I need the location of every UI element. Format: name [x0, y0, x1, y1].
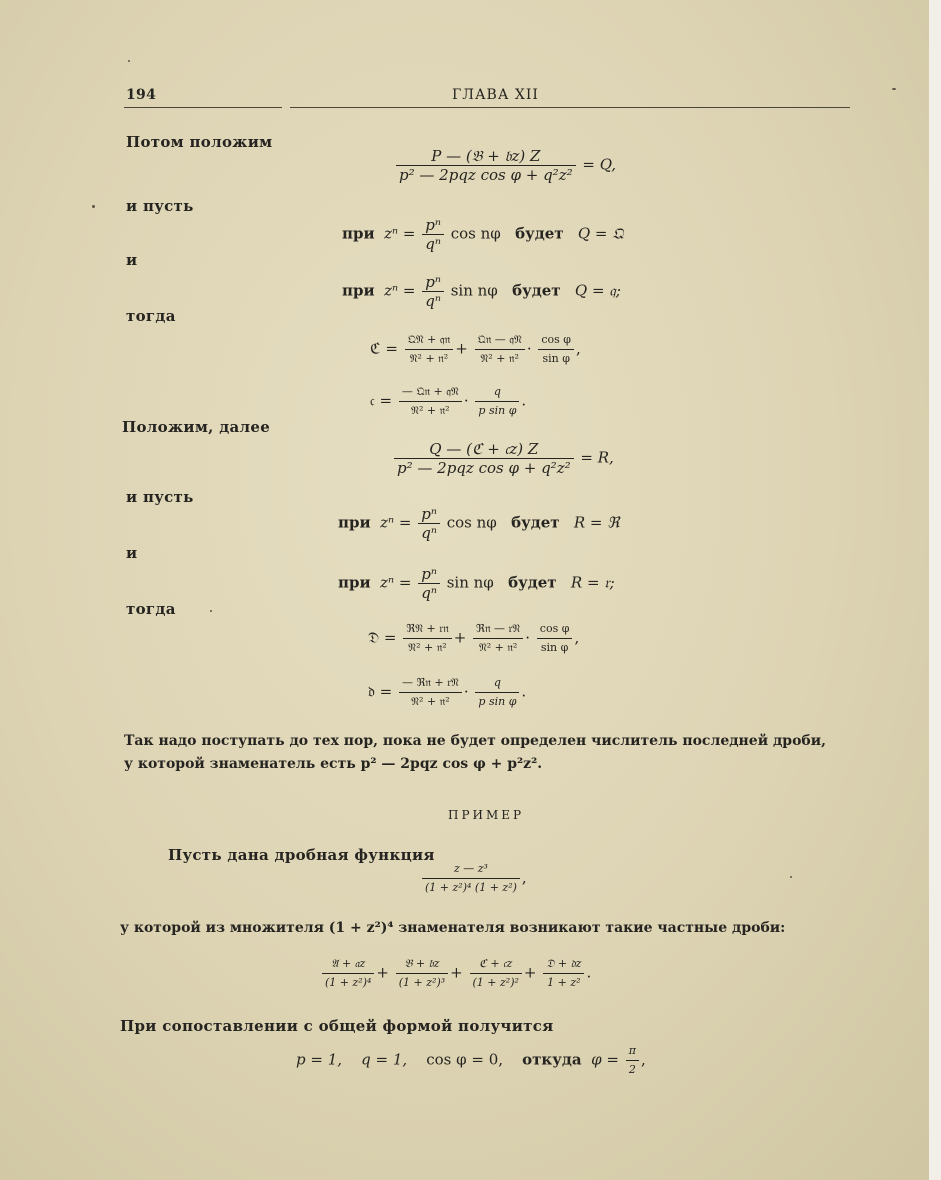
formula-4-lhs: ℭ = — [370, 339, 398, 358]
formula-5-n2: q — [475, 383, 519, 402]
formula-10-lhs: 𝔡 = — [368, 682, 393, 701]
paragraph-line-2: у которой знаменатель есть p² — 2pqz cos φ + p²z². — [124, 756, 543, 772]
header-rule-left — [124, 107, 282, 108]
formula-9: 𝔇 = $\frac{\text{ℜ𝔑 + 𝔯𝔫}}{\text{𝔑² + 𝔫²}}$ + $\frac{\text{ℜ𝔫 — 𝔯𝔑}}{\text{𝔑² + 𝔫²}}$ · $\frac{\text{cos φ}}{\text{sin φ}}$ , — [368, 620, 579, 657]
formula-4-n2: 𝔔𝔫 — 𝔮𝔑 — [475, 331, 525, 350]
formula-9-n1: ℜ𝔑 + 𝔯𝔫 — [403, 620, 451, 639]
formula-2-den: qⁿ — [425, 235, 441, 253]
formula-13 — [296, 1042, 646, 1079]
text-togda-2: тогда — [126, 600, 176, 618]
formula-9-d1: 𝔑² + 𝔫² — [408, 641, 447, 654]
formula-12-d2: (1 + z²)³ — [398, 976, 446, 989]
formula-9-n2: ℜ𝔫 — 𝔯𝔑 — [473, 620, 523, 639]
formula-2-num: pⁿ — [422, 216, 444, 235]
formula-13-otkuda: откуда — [522, 1050, 582, 1069]
formula-9-d3: sin φ — [540, 641, 569, 654]
formula-3-rhs: Q = 𝔮; — [574, 281, 621, 300]
text-polozhim-dalee: Положим, далее — [122, 418, 271, 436]
formula-9-lhs: 𝔇 = — [368, 628, 397, 647]
formula-4-d2: 𝔑² + 𝔫² — [480, 352, 519, 365]
formula-4-n3: cos φ — [538, 331, 574, 350]
text-i-1: и — [126, 251, 138, 269]
formula-13-cos: cos φ = 0, — [426, 1050, 504, 1069]
formula-4-d1: 𝔑² + 𝔫² — [409, 352, 449, 365]
formula-6-numerator: Q — (ℭ + 𝔠z) Z — [394, 440, 574, 459]
formula-5: 𝔠 = $\frac{\text{— 𝔔𝔫 + 𝔮𝔑}}{\text{𝔑² + 𝔫²}}$ · $\frac{q}{\text{p sin φ}}$ . — [370, 383, 526, 420]
text-i-2: и — [126, 544, 138, 562]
formula-3-lhs: zⁿ = — [384, 281, 416, 300]
header-rule-right — [290, 107, 850, 108]
formula-8 — [338, 565, 615, 602]
formula-5-end: . — [521, 391, 527, 410]
formula-12-end: . — [586, 963, 592, 982]
formula-10-n1: — ℜ𝔫 + 𝔯𝔑 — [399, 674, 462, 693]
formula-9-d2: 𝔑² + 𝔫² — [478, 641, 518, 654]
text-i-pust-2: и пусть — [126, 488, 194, 506]
formula-12-n3: ℭ + 𝔠z — [470, 955, 522, 974]
formula-11 — [420, 860, 527, 897]
page-number: 194 — [126, 87, 157, 103]
comparison-line: При сопоставлении с общей формой получится — [120, 1017, 554, 1035]
formula-7 — [338, 505, 619, 542]
text-i-pust-1: и пусть — [126, 197, 194, 215]
formula-7-lhs: zⁿ = — [380, 513, 412, 532]
formula-8-num: pⁿ — [418, 565, 440, 584]
page-edge — [929, 0, 941, 1180]
formula-13-num: π — [626, 1042, 639, 1061]
formula-5-n1: — 𝔔𝔫 + 𝔮𝔑 — [399, 383, 462, 402]
formula-11-den: (1 + z²)⁴ (1 + z²) — [425, 881, 517, 894]
formula-10-n2: q — [475, 674, 519, 693]
formula-13-q: q = 1, — [361, 1050, 408, 1069]
formula-7-pri: при — [338, 513, 371, 532]
print-speck — [210, 610, 212, 612]
formula-5-d2: p sin φ — [478, 404, 517, 417]
formula-5-lhs: 𝔠 = — [370, 391, 393, 410]
multiplier-line: у которой из множителя (1 + z²)⁴ знаменателя возникают такие частные дроби: — [120, 920, 786, 936]
formula-13-p: p = 1, — [296, 1050, 343, 1069]
formula-11-end: , — [521, 868, 527, 887]
text-potom-polozhim: Потом положим — [126, 133, 273, 151]
print-speck — [892, 88, 896, 90]
formula-9-n3: cos φ — [537, 620, 573, 639]
formula-3-func: sin nφ — [450, 281, 498, 300]
formula-6-denominator: p² — 2pqz cos φ + q²z² — [397, 459, 571, 477]
formula-12-n2: 𝔅 + 𝔟z — [396, 955, 448, 974]
formula-2-rhs: Q = 𝔔 — [577, 224, 624, 243]
formula-4: ℭ = $\frac{\text{𝔔𝔑 + 𝔮𝔫}}{\text{𝔑² + 𝔫²}}$ + $\frac{\text{𝔔𝔫 — 𝔮𝔑}}{\text{𝔑² + 𝔫²}}$ · $\frac{\text{cos φ}}{\text{sin φ}}$ , — [370, 331, 581, 368]
formula-7-func: cos nφ — [446, 513, 497, 532]
formula-13-den: 2 — [628, 1063, 636, 1076]
formula-10-d2: p sin φ — [478, 695, 517, 708]
formula-2-func: cos nφ — [450, 224, 501, 243]
formula-3-num: pⁿ — [422, 273, 444, 292]
formula-3 — [342, 273, 621, 310]
formula-7-rhs: R = ℜ — [573, 513, 620, 532]
formula-6-rhs: = R, — [580, 448, 614, 467]
formula-11-num: z — z³ — [422, 860, 520, 879]
formula-10-end: . — [521, 682, 527, 701]
formula-2 — [342, 216, 623, 253]
formula-8-rhs: R = 𝔯; — [570, 573, 615, 592]
formula-9-end: , — [574, 628, 580, 647]
formula-5-d1: 𝔑² + 𝔫² — [411, 404, 450, 417]
formula-8-lhs: zⁿ = — [380, 573, 412, 592]
formula-2-budet: будет — [515, 224, 564, 243]
formula-10-d1: 𝔑² + 𝔫² — [411, 695, 450, 708]
formula-4-end: , — [576, 339, 581, 358]
formula-10: 𝔡 = $\frac{\text{— ℜ𝔫 + 𝔯𝔑}}{\text{𝔑² + 𝔫²}}$ · $\frac{q}{\text{p sin φ}}$ . — [368, 674, 526, 711]
formula-4-n1: 𝔔𝔑 + 𝔮𝔫 — [405, 331, 454, 350]
chapter-title: ГЛАВА XII — [452, 87, 539, 103]
formula-8-func: sin nφ — [446, 573, 494, 592]
formula-12-n4: 𝔇 + 𝔡z — [543, 955, 584, 974]
formula-13-phi: φ = — [591, 1050, 619, 1069]
paragraph-line-1: Так надо поступать до тех пор, пока не будет определен числитель последней дроби, — [124, 733, 827, 749]
formula-8-budet: будет — [508, 573, 557, 592]
example-intro: Пусть дана дробная функция — [168, 846, 435, 864]
formula-1-denominator: p² — 2pqz cos φ + q²z² — [399, 166, 573, 184]
formula-7-den: qⁿ — [421, 524, 437, 542]
formula-13-end: , — [640, 1050, 646, 1069]
formula-12-d3: (1 + z²)² — [472, 976, 519, 989]
formula-4-d3: sin φ — [542, 352, 570, 365]
print-speck — [790, 876, 792, 878]
formula-3-budet: будет — [512, 281, 561, 300]
formula-3-den: qⁿ — [425, 292, 441, 310]
formula-8-den: qⁿ — [421, 584, 437, 602]
print-speck — [128, 60, 130, 62]
formula-1-rhs: = Q, — [582, 155, 617, 174]
formula-2-pri: при — [342, 224, 375, 243]
formula-12-n1: 𝔄 + 𝔞z — [322, 955, 374, 974]
formula-1-numerator: P — (𝔅 + 𝔟z) Z — [396, 147, 576, 166]
formula-12-d4: 1 + z² — [547, 976, 581, 989]
formula-6 — [392, 440, 614, 477]
formula-3-pri: при — [342, 281, 375, 300]
formula-2-lhs: zⁿ = — [384, 224, 416, 243]
print-speck — [92, 205, 95, 208]
example-heading: ПРИМЕР — [448, 808, 525, 822]
formula-1 — [394, 147, 616, 184]
formula-12: $\frac{\text{𝔄 + 𝔞z}}{\text{(1 + z²)⁴}}$ + $\frac{\text{𝔅 + 𝔟z}}{\text{(1 + z²)³}}$ + $\frac{\text{ℭ + 𝔠z}}{\text{(1 + z²)²}}$ + $\frac{\text{𝔇 + 𝔡z}}{\text{1 + z²}}$ . — [320, 955, 591, 992]
formula-7-budet: будет — [511, 513, 560, 532]
formula-7-num: pⁿ — [418, 505, 440, 524]
formula-12-d1: (1 + z²)⁴ — [325, 976, 372, 989]
text-togda-1: тогда — [126, 307, 176, 325]
formula-8-pri: при — [338, 573, 371, 592]
